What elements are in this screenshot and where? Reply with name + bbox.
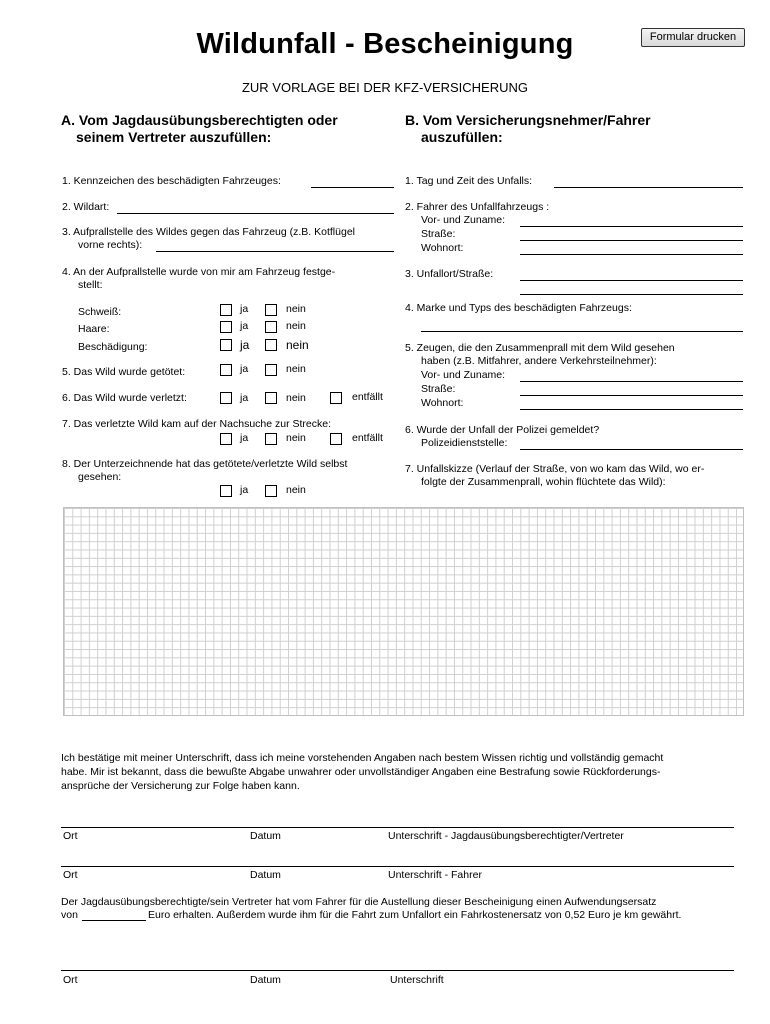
ja-label: ja (240, 484, 249, 496)
a-q3-field[interactable] (156, 251, 394, 252)
a-q1-label: 1. Kennzeichen des beschädigten Fahrzeuges: (62, 175, 281, 187)
confirmation-line-1: Ich bestätige mit meiner Unterschrift, dass ich meine vorstehenden Angaben nach bestem Wissen richtig und vollständig gemacht (61, 752, 664, 764)
a-q3-label: 3. Aufprallstelle des Wildes gegen das Fahrzeug (z.B. Kotflügel (62, 226, 355, 238)
b-q1-label: 1. Tag und Zeit des Unfalls: (405, 175, 533, 187)
b-q6-label-cont: Polizeidienststelle: (421, 437, 508, 449)
b-q2-wohnort-field[interactable] (520, 254, 743, 255)
section-a-heading-cont: seinem Vertreter auszufüllen: (76, 129, 272, 145)
a-q4-label-cont: stellt: (78, 279, 103, 291)
sketch-grid[interactable] (63, 507, 744, 716)
b-q5-name-label: Vor- und Zuname: (421, 369, 506, 381)
amount-field[interactable] (82, 920, 146, 921)
nachsuche-ja-checkbox[interactable] (220, 433, 232, 445)
schweiss-nein-checkbox[interactable] (265, 304, 277, 316)
nein-label: nein (286, 484, 306, 496)
reimbursement-line-2: Euro erhalten. Außerdem wurde ihm für die Fahrt zum Unfallort ein Fahrkostenersatz von 0,52 Euro je km gewährt. (148, 909, 682, 921)
beschaedigung-ja-checkbox[interactable] (220, 339, 232, 351)
ort-label: Ort (63, 974, 78, 986)
b-q2-label: 2. Fahrer des Unfallfahrzeugs : (405, 201, 550, 213)
b-q5-label-cont: haben (z.B. Mitfahrer, andere Verkehrsteilnehmer): (421, 355, 657, 367)
ja-label: ja (240, 338, 250, 352)
nein-label: nein (286, 363, 306, 375)
b-q5-wohnort-label: Wohnort: (421, 397, 464, 409)
signature-line-1[interactable] (61, 827, 734, 828)
nachsuche-nein-checkbox[interactable] (265, 433, 277, 445)
verletzt-nein-checkbox[interactable] (265, 392, 277, 404)
sig-jagd-label: Unterschrift - Jagdausübungsberechtigter/Vertreter (388, 830, 624, 842)
a-q3-label-cont: vorne rechts): (78, 239, 143, 251)
b-q1-field[interactable] (554, 187, 743, 188)
a-q4-label: 4. An der Aufprallstelle wurde von mir am Fahrzeug festge- (62, 266, 336, 278)
reimbursement-line-1: Der Jagdausübungsberechtigte/sein Vertreter hat vom Fahrer für die Austellung dieser Bescheinigung einen Aufwendungsersatz (61, 896, 657, 908)
getoetet-nein-checkbox[interactable] (265, 364, 277, 376)
a-q8-label-cont: gesehen: (78, 471, 122, 483)
ort-label: Ort (63, 830, 78, 842)
nein-label: nein (286, 392, 306, 404)
b-q7-label: 7. Unfallskizze (Verlauf der Straße, von wo kam das Wild, wo er- (405, 463, 705, 475)
signature-line-3[interactable] (61, 970, 734, 971)
a-q7-label: 7. Das verletzte Wild kam auf der Nachsuche zur Strecke: (62, 418, 332, 430)
b-q3-field[interactable] (520, 280, 743, 281)
datum-label: Datum (250, 869, 281, 881)
b-q5-strasse-label: Straße: (421, 383, 456, 395)
datum-label: Datum (250, 830, 281, 842)
b-q2-name-label: Vor- und Zuname: (421, 214, 506, 226)
schweiss-ja-checkbox[interactable] (220, 304, 232, 316)
entfaellt-label: entfällt (352, 391, 383, 403)
print-form-button[interactable]: Formular drucken (641, 28, 745, 47)
a-q2-label: 2. Wildart: (62, 201, 110, 213)
nein-label: nein (286, 320, 306, 332)
b-q3-label: 3. Unfallort/Straße: (405, 268, 494, 280)
b-q2-name-field[interactable] (520, 226, 743, 227)
signature-line-2[interactable] (61, 866, 734, 867)
b-q2-strasse-field[interactable] (520, 240, 743, 241)
nein-label: nein (286, 303, 306, 315)
a-q2-field[interactable] (117, 213, 394, 214)
section-a-heading: A. Vom Jagdausübungsberechtigten oder (61, 112, 338, 128)
b-q5-wohnort-field[interactable] (520, 409, 743, 410)
b-q5-name-field[interactable] (520, 381, 743, 382)
b-q7-label-cont: folgte der Zusammenprall, wohin flüchtete das Wild): (421, 476, 666, 488)
b-q4-label: 4. Marke und Typs des beschädigten Fahrzeugs: (405, 302, 632, 314)
confirmation-line-3: ansprüche der Versicherung zur Folge haben kann. (61, 780, 300, 792)
sig-label: Unterschrift (390, 974, 444, 986)
a-q1-field[interactable] (311, 187, 394, 188)
confirmation-line-2: habe. Mir ist bekannt, dass die bewußte Abgabe unwahrer oder unvollständiger Angaben eine Bestrafung sowie Rückforderungs- (61, 766, 661, 778)
ja-label: ja (240, 392, 249, 404)
schweiss-label: Schweiß: (78, 306, 122, 318)
page-subtitle: ZUR VORLAGE BEI DER KFZ-VERSICHERUNG (241, 80, 529, 95)
nein-label: nein (286, 338, 309, 352)
sig-fahrer-label: Unterschrift - Fahrer (388, 869, 482, 881)
section-b-heading: B. Vom Versicherungsnehmer/Fahrer (405, 112, 651, 128)
gesehen-nein-checkbox[interactable] (265, 485, 277, 497)
b-q3-field-2[interactable] (520, 294, 743, 295)
getoetet-ja-checkbox[interactable] (220, 364, 232, 376)
verletzt-ja-checkbox[interactable] (220, 392, 232, 404)
a-q6-label: 6. Das Wild wurde verletzt: (62, 392, 187, 404)
b-q2-strasse-label: Straße: (421, 228, 456, 240)
entfaellt-label: entfällt (352, 432, 383, 444)
beschaedigung-nein-checkbox[interactable] (265, 339, 277, 351)
haare-label: Haare: (78, 323, 110, 335)
datum-label: Datum (250, 974, 281, 986)
b-q6-label: 6. Wurde der Unfall der Polizei gemeldet? (405, 424, 600, 436)
verletzt-entfaellt-checkbox[interactable] (330, 392, 342, 404)
b-q6-field[interactable] (520, 449, 743, 450)
section-b-heading-cont: auszufüllen: (421, 129, 503, 145)
ort-label: Ort (63, 869, 78, 881)
b-q2-wohnort-label: Wohnort: (421, 242, 464, 254)
ja-label: ja (240, 363, 249, 375)
haare-nein-checkbox[interactable] (265, 321, 277, 333)
page-title: Wildunfall - Bescheinigung (196, 28, 574, 60)
von-label: von (61, 909, 78, 921)
nein-label: nein (286, 432, 306, 444)
b-q5-strasse-field[interactable] (520, 395, 743, 396)
beschaedigung-label: Beschädigung: (78, 341, 148, 353)
ja-label: ja (240, 432, 249, 444)
haare-ja-checkbox[interactable] (220, 321, 232, 333)
b-q5-label: 5. Zeugen, die den Zusammenprall mit dem Wild gesehen (405, 342, 675, 354)
a-q8-label: 8. Der Unterzeichnende hat das getötete/verletzte Wild selbst (62, 458, 348, 470)
a-q5-label: 5. Das Wild wurde getötet: (62, 366, 186, 378)
ja-label: ja (240, 320, 249, 332)
b-q4-field[interactable] (421, 331, 743, 332)
nachsuche-entfaellt-checkbox[interactable] (330, 433, 342, 445)
gesehen-ja-checkbox[interactable] (220, 485, 232, 497)
ja-label: ja (240, 303, 249, 315)
